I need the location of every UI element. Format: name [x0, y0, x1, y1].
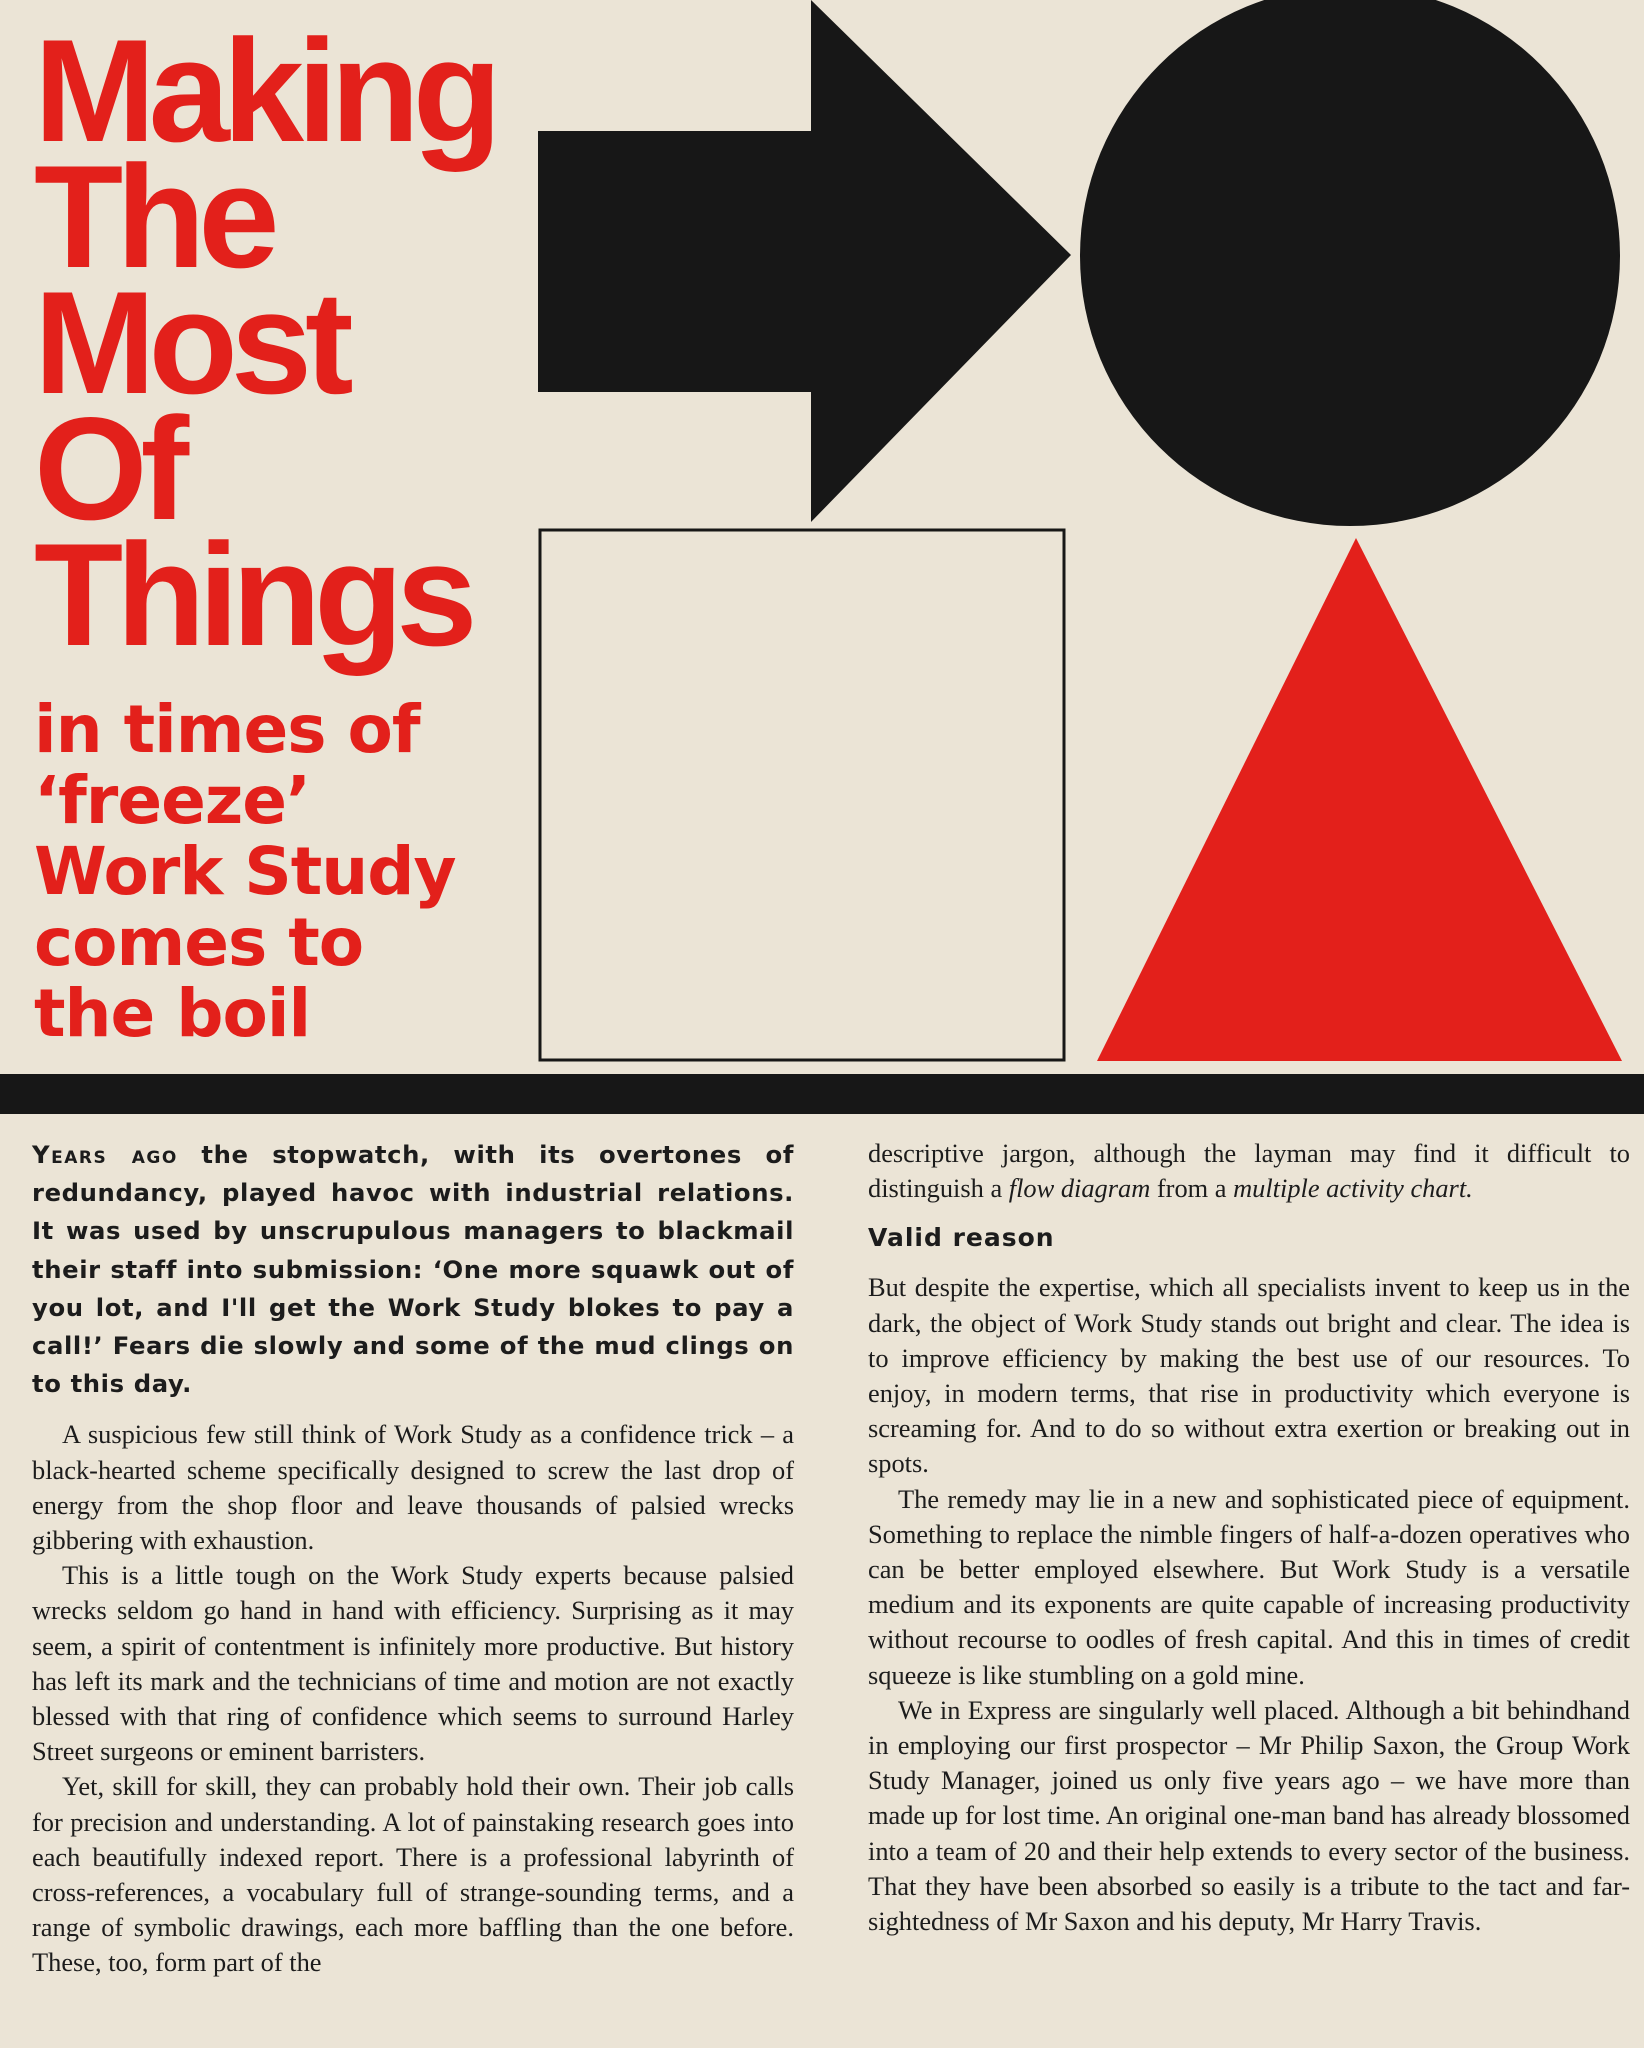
- subtitle-line: in times of: [34, 691, 420, 768]
- article-column-right: [868, 1136, 1630, 1939]
- body-paragraph-continued: [868, 1136, 1630, 1206]
- article-column-left: [32, 1136, 794, 1981]
- headline-line: Things: [34, 513, 471, 676]
- lead-kicker: Years ago: [32, 1140, 178, 1169]
- body-paragraph: We in Express are singularly well placed. Although a bit behindhand in employing our first prospector – Mr Philip Saxon, the Group Work Study Manager, joined us only five years ago – we have more than made up for lost time. An original one-man band has already blossomed into a team of 20 and their help extends to every sector of the business. That they have been absorbed so easily is a tribute to the tact and far-sightedness of Mr Saxon and his deputy, Mr Harry Travis.: [868, 1694, 1630, 1937]
- section-subhead: Valid reason: [868, 1223, 1055, 1253]
- lead-paragraph: [32, 1136, 794, 1403]
- body-paragraph: The remedy may lie in a new and sophisticated piece of equipment. Something to replace the nimble fingers of half-a-dozen operatives who can be better employed elsewhere. But Work Study is a versatile medium and its exponents are quite capable of increasing productivity without recourse to oodles of fresh capital. And this in times of credit squeeze is like stumbling on a gold mine.: [868, 1483, 1630, 1690]
- triangle-shape: [1097, 538, 1622, 1061]
- square-outline-shape: [540, 530, 1064, 1060]
- headline-line: The: [34, 135, 273, 298]
- subtitle-line: the boil: [34, 975, 311, 1052]
- subtitle-line: comes to: [34, 904, 364, 981]
- text-run: from a: [1150, 1173, 1234, 1204]
- text-run: descriptive jargon, although the layman may find it difficult to distinguish a: [868, 1138, 1630, 1204]
- lead-text: the stopwatch, with its overtones of redundancy, played havoc with industrial relations. It was used by unscrupulous managers to blackmail their staff into submission: ‘One more squawk out of you lot, and I'll get the Work Study blokes to pay a call!’ Fears die slowly and some of the mud clings on to this day.: [32, 1140, 795, 1399]
- body-paragraph: A suspicious few still think of Work Study as a confidence trick – a black-hearted scheme specifically designed to screw the last drop of energy from the shop floor and leave thousands of palsied wrecks gibbering with exhaustion.: [32, 1419, 794, 1556]
- subtitle-line: Work Study: [34, 833, 456, 910]
- body-paragraph: This is a little tough on the Work Study experts because palsied wrecks seldom go hand in hand with efficiency. Surprising as it may seem, a spirit of contentment is infinitely more productive. But history has left its mark and the technicians of time and motion are not exactly blessed with that ring of confidence which seems to surround Harley Street surgeons or eminent barristers.: [32, 1560, 794, 1767]
- body-paragraph: Yet, skill for skill, they can probably hold their own. Their job calls for precision and understanding. A lot of painstaking research goes into each beautifully indexed report. There is a professional labyrinth of cross-references, a vocabulary full of strange-sounding terms, and a range of symbolic drawings, each more baffling than the one before. These, too, form part of the: [32, 1771, 794, 1978]
- divider-bar: [0, 1074, 1644, 1114]
- headline-line: Of: [34, 387, 183, 550]
- emphasis-multiple-activity-chart: multiple activity chart.: [1233, 1173, 1473, 1204]
- circle-shape: [1080, 0, 1620, 526]
- arrow-right-shape: [538, 0, 1071, 522]
- subtitle-line: ‘freeze’: [34, 762, 311, 839]
- body-paragraph: But despite the expertise, which all specialists invent to keep us in the dark, the object of Work Study stands out bright and clear. The idea is to improve efficiency by making the best use of our resources. To enjoy, in modern terms, that rise in productivity which everyone is screaming for. And to do so without extra exertion or breaking out in spots.: [868, 1272, 1630, 1479]
- headline-line: Most: [34, 261, 347, 424]
- emphasis-flow-diagram: flow diagram: [1008, 1173, 1151, 1204]
- headline-line: Making: [34, 9, 495, 172]
